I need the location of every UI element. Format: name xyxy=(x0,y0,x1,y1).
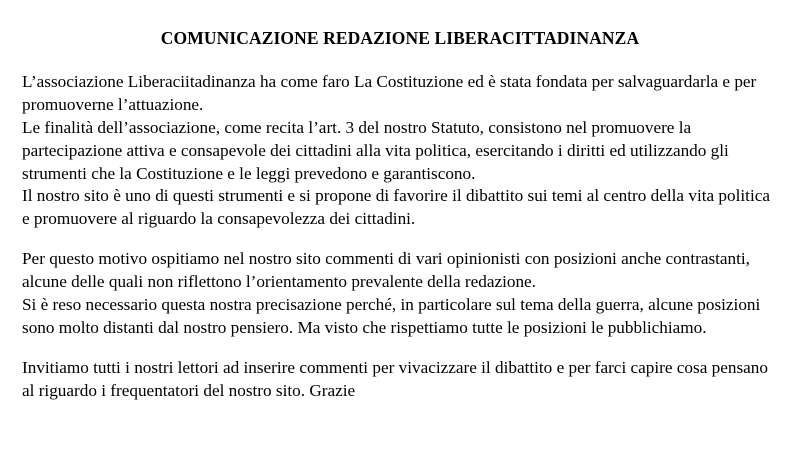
paragraph-spacer-2 xyxy=(22,340,778,357)
paragraph-4: Per questo motivo ospitiamo nel nostro sito commenti di vari opinionisti con posizioni anche contrastanti, alcune delle quali non riflettono l’orientamento prevalente della redazione. xyxy=(22,249,750,291)
paragraph-spacer-1 xyxy=(22,231,778,248)
paragraph-5: Si è reso necessario questa nostra precisazione perché, in particolare sul tema della guerra, alcune posizioni sono molto distanti dal nostro pensiero. Ma visto che rispettiamo tutte le posizioni le pubblichiamo. xyxy=(22,294,761,337)
paragraph-2: Le finalità dell’associazione, come recita l’art. 3 del nostro Statuto, consistono nel promuovere la partecipazione attiva e consapevole dei cittadini alla vita politica, esercitando i diritti ed utilizzando gli strumenti che la Costituzione e le leggi prevedono e garantiscono. xyxy=(22,117,729,183)
paragraph-3: Il nostro sito è uno di questi strumenti e si propone di favorire il dibattito sui temi al centro della vita politica e promuovere al riguardo la consapevolezza dei cittadini. xyxy=(22,186,770,229)
document-body xyxy=(22,71,778,402)
page-title: COMUNICAZIONE REDAZIONE LIBERACITTADINANZA xyxy=(160,28,640,48)
paragraph-1: L’associazione Liberaciitadinanza ha come faro La Costituzione ed è stata fondata per salvaguardarla e per promuoverne l’attuazione. xyxy=(22,72,757,114)
paragraph-6: Invitiamo tutti i nostri lettori ad inserire commenti per vivacizzare il dibattito e per farci capire cosa pensano al riguardo i frequentatori del nostro sito. Grazie xyxy=(22,357,768,400)
